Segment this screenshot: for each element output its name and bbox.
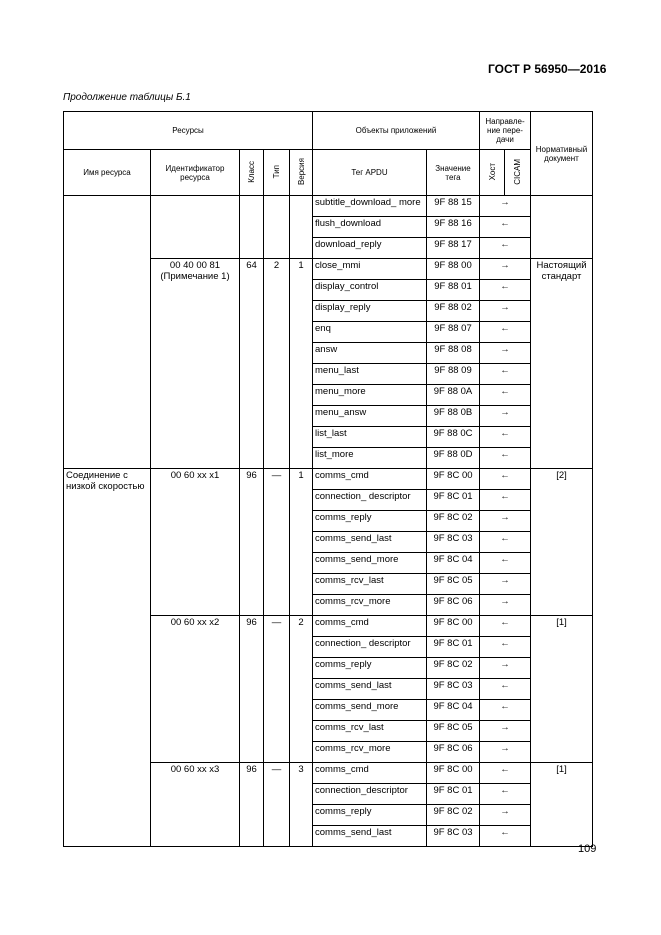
header-class: [240, 150, 264, 196]
version-cell: [290, 196, 313, 259]
direction-arrow: ←: [480, 469, 531, 490]
tag-value-cell: 9F 8C 02: [427, 658, 480, 679]
apdu-tag-cell: flush_download: [313, 217, 427, 238]
header-resource-name: Имя ресурса: [64, 150, 151, 196]
tag-value-cell: 9F 8C 05: [427, 721, 480, 742]
table-caption: Продолжение таблицы Б.1: [63, 92, 191, 103]
class-cell: 64: [240, 259, 264, 469]
tag-value-cell: 9F 8C 03: [427, 532, 480, 553]
tag-value-cell: 9F 88 0C: [427, 427, 480, 448]
apdu-tag-cell: comms_reply: [313, 805, 427, 826]
direction-arrow: ←: [480, 217, 531, 238]
apdu-tag-cell: list_more: [313, 448, 427, 469]
direction-arrow: →: [480, 805, 531, 826]
table-body: [64, 196, 593, 847]
class-cell: [240, 196, 264, 259]
apdu-tag-cell: enq: [313, 322, 427, 343]
version-cell: 2: [290, 616, 313, 763]
resource-id-cell: 00 60 xx x3: [151, 763, 240, 847]
header-resource-id: Идентификатор ресурса: [151, 150, 240, 196]
direction-arrow: ←: [480, 322, 531, 343]
apdu-tag-cell: comms_reply: [313, 511, 427, 532]
class-cell: 96: [240, 763, 264, 847]
resource-id-cell: [151, 196, 240, 259]
direction-arrow: →: [480, 511, 531, 532]
tag-value-cell: 9F 8C 06: [427, 595, 480, 616]
header-tag: Тег APDU: [313, 150, 427, 196]
direction-arrow: →: [480, 742, 531, 763]
tag-value-cell: 9F 8C 01: [427, 784, 480, 805]
tag-value-cell: 9F 8C 00: [427, 763, 480, 784]
direction-arrow: →: [480, 301, 531, 322]
apdu-tag-cell: comms_send_last: [313, 532, 427, 553]
direction-arrow: →: [480, 196, 531, 217]
direction-arrow: ←: [480, 700, 531, 721]
document-id: ГОСТ Р 56950—2016: [488, 62, 607, 76]
apdu-tag-cell: comms_cmd: [313, 469, 427, 490]
direction-arrow: ←: [480, 427, 531, 448]
tag-value-cell: 9F 8C 01: [427, 637, 480, 658]
header-resources: Ресурсы: [64, 112, 313, 150]
apdu-tag-cell: comms_send_last: [313, 679, 427, 700]
page-number: 109: [578, 843, 597, 855]
header-tag-value: Значение тега: [427, 150, 480, 196]
header-cicam: [505, 150, 531, 196]
class-cell: 96: [240, 469, 264, 616]
version-cell: 1: [290, 259, 313, 469]
tag-value-cell: 9F 8C 02: [427, 511, 480, 532]
class-cell: 96: [240, 616, 264, 763]
apdu-tag-cell: comms_rcv_last: [313, 574, 427, 595]
header-host: [480, 150, 505, 196]
normative-doc-cell: Настоящий стандарт: [531, 259, 593, 469]
normative-doc-cell: [1]: [531, 616, 593, 763]
apdu-tag-cell: close_mmi: [313, 259, 427, 280]
resource-id-cell: 00 60 xx x2: [151, 616, 240, 763]
direction-arrow: →: [480, 658, 531, 679]
tag-value-cell: 9F 88 09: [427, 364, 480, 385]
apdu-tag-cell: display_reply: [313, 301, 427, 322]
type-cell: —: [264, 763, 290, 847]
apdu-tag-cell: comms_reply: [313, 658, 427, 679]
header-app-objects: Объекты приложений: [313, 112, 480, 150]
header-version: [290, 150, 313, 196]
apdu-tag-cell: comms_cmd: [313, 763, 427, 784]
direction-arrow: →: [480, 595, 531, 616]
direction-arrow: ←: [480, 532, 531, 553]
apdu-tag-cell: display_control: [313, 280, 427, 301]
header-type: [264, 150, 290, 196]
apdu-tag-cell: download_reply: [313, 238, 427, 259]
tag-value-cell: 9F 8C 01: [427, 490, 480, 511]
apdu-tag-cell: list_last: [313, 427, 427, 448]
apdu-tag-cell: menu_more: [313, 385, 427, 406]
version-cell: 1: [290, 469, 313, 616]
tag-value-cell: 9F 8C 03: [427, 826, 480, 847]
tag-value-cell: 9F 88 0D: [427, 448, 480, 469]
tag-value-cell: 9F 88 07: [427, 322, 480, 343]
header-type-label: Тип: [272, 164, 281, 179]
header-normative: Нормативный документ: [531, 112, 593, 196]
tag-value-cell: 9F 88 15: [427, 196, 480, 217]
apdu-tag-cell: subtitle_download_ more: [313, 196, 427, 217]
apdu-tag-cell: answ: [313, 343, 427, 364]
apdu-tag-cell: comms_rcv_more: [313, 742, 427, 763]
type-cell: —: [264, 616, 290, 763]
tag-value-cell: 9F 88 16: [427, 217, 480, 238]
tag-value-cell: 9F 88 0B: [427, 406, 480, 427]
direction-arrow: ←: [480, 616, 531, 637]
header-version-label: Версия: [296, 157, 306, 186]
resource-name-cell: Соединение с низкой скоростью: [64, 469, 151, 847]
tag-value-cell: 9F 8C 04: [427, 553, 480, 574]
tag-value-cell: 9F 8C 02: [427, 805, 480, 826]
direction-arrow: ←: [480, 637, 531, 658]
header-host-label: Хост: [487, 162, 497, 181]
apdu-tag-cell: comms_send_more: [313, 700, 427, 721]
apdu-tag-cell: menu_last: [313, 364, 427, 385]
direction-arrow: ←: [480, 784, 531, 805]
apdu-tag-cell: comms_rcv_last: [313, 721, 427, 742]
normative-doc-cell: [1]: [531, 763, 593, 847]
apdu-tag-cell: connection_ descriptor: [313, 637, 427, 658]
tag-value-cell: 9F 8C 04: [427, 700, 480, 721]
table-row: [64, 469, 593, 490]
tag-value-cell: 9F 88 0A: [427, 385, 480, 406]
direction-arrow: ←: [480, 364, 531, 385]
direction-arrow: ←: [480, 763, 531, 784]
direction-arrow: →: [480, 721, 531, 742]
tag-value-cell: 9F 8C 03: [427, 679, 480, 700]
direction-arrow: ←: [480, 553, 531, 574]
direction-arrow: →: [480, 259, 531, 280]
direction-arrow: →: [480, 343, 531, 364]
header-class-label: Класс: [247, 160, 256, 183]
apdu-tag-cell: connection_ descriptor: [313, 490, 427, 511]
header-cicam-label: CICAM: [513, 158, 522, 185]
apdu-tag-cell: comms_cmd: [313, 616, 427, 637]
type-cell: [264, 196, 290, 259]
direction-arrow: ←: [480, 679, 531, 700]
apdu-tag-cell: comms_send_last: [313, 826, 427, 847]
apdu-tag-cell: connection_descriptor: [313, 784, 427, 805]
resource-id-cell: 00 40 00 81 (Примечание 1): [151, 259, 240, 469]
type-cell: —: [264, 469, 290, 616]
tag-value-cell: 9F 8C 00: [427, 469, 480, 490]
type-cell: 2: [264, 259, 290, 469]
tag-value-cell: 9F 8C 00: [427, 616, 480, 637]
direction-arrow: →: [480, 574, 531, 595]
direction-arrow: ←: [480, 448, 531, 469]
direction-arrow: ←: [480, 280, 531, 301]
direction-arrow: ←: [480, 490, 531, 511]
tag-value-cell: 9F 88 01: [427, 280, 480, 301]
tag-value-cell: 9F 8C 05: [427, 574, 480, 595]
tag-value-cell: 9F 8C 06: [427, 742, 480, 763]
direction-arrow: →: [480, 406, 531, 427]
tag-value-cell: 9F 88 02: [427, 301, 480, 322]
apdu-tag-cell: comms_rcv_more: [313, 595, 427, 616]
resource-name-cell: [64, 196, 151, 469]
apdu-tag-cell: menu_answ: [313, 406, 427, 427]
tag-value-cell: 9F 88 08: [427, 343, 480, 364]
tag-value-cell: 9F 88 17: [427, 238, 480, 259]
direction-arrow: ←: [480, 826, 531, 847]
direction-arrow: ←: [480, 385, 531, 406]
normative-doc-cell: [2]: [531, 469, 593, 616]
apdu-tag-cell: comms_send_more: [313, 553, 427, 574]
resource-table: [63, 111, 593, 847]
header-direction: Направле-ние пере-дачи: [480, 112, 531, 150]
tag-value-cell: 9F 88 00: [427, 259, 480, 280]
table-row: [64, 196, 593, 217]
version-cell: 3: [290, 763, 313, 847]
resource-id-cell: 00 60 xx x1: [151, 469, 240, 616]
direction-arrow: ←: [480, 238, 531, 259]
normative-doc-cell: [531, 196, 593, 259]
